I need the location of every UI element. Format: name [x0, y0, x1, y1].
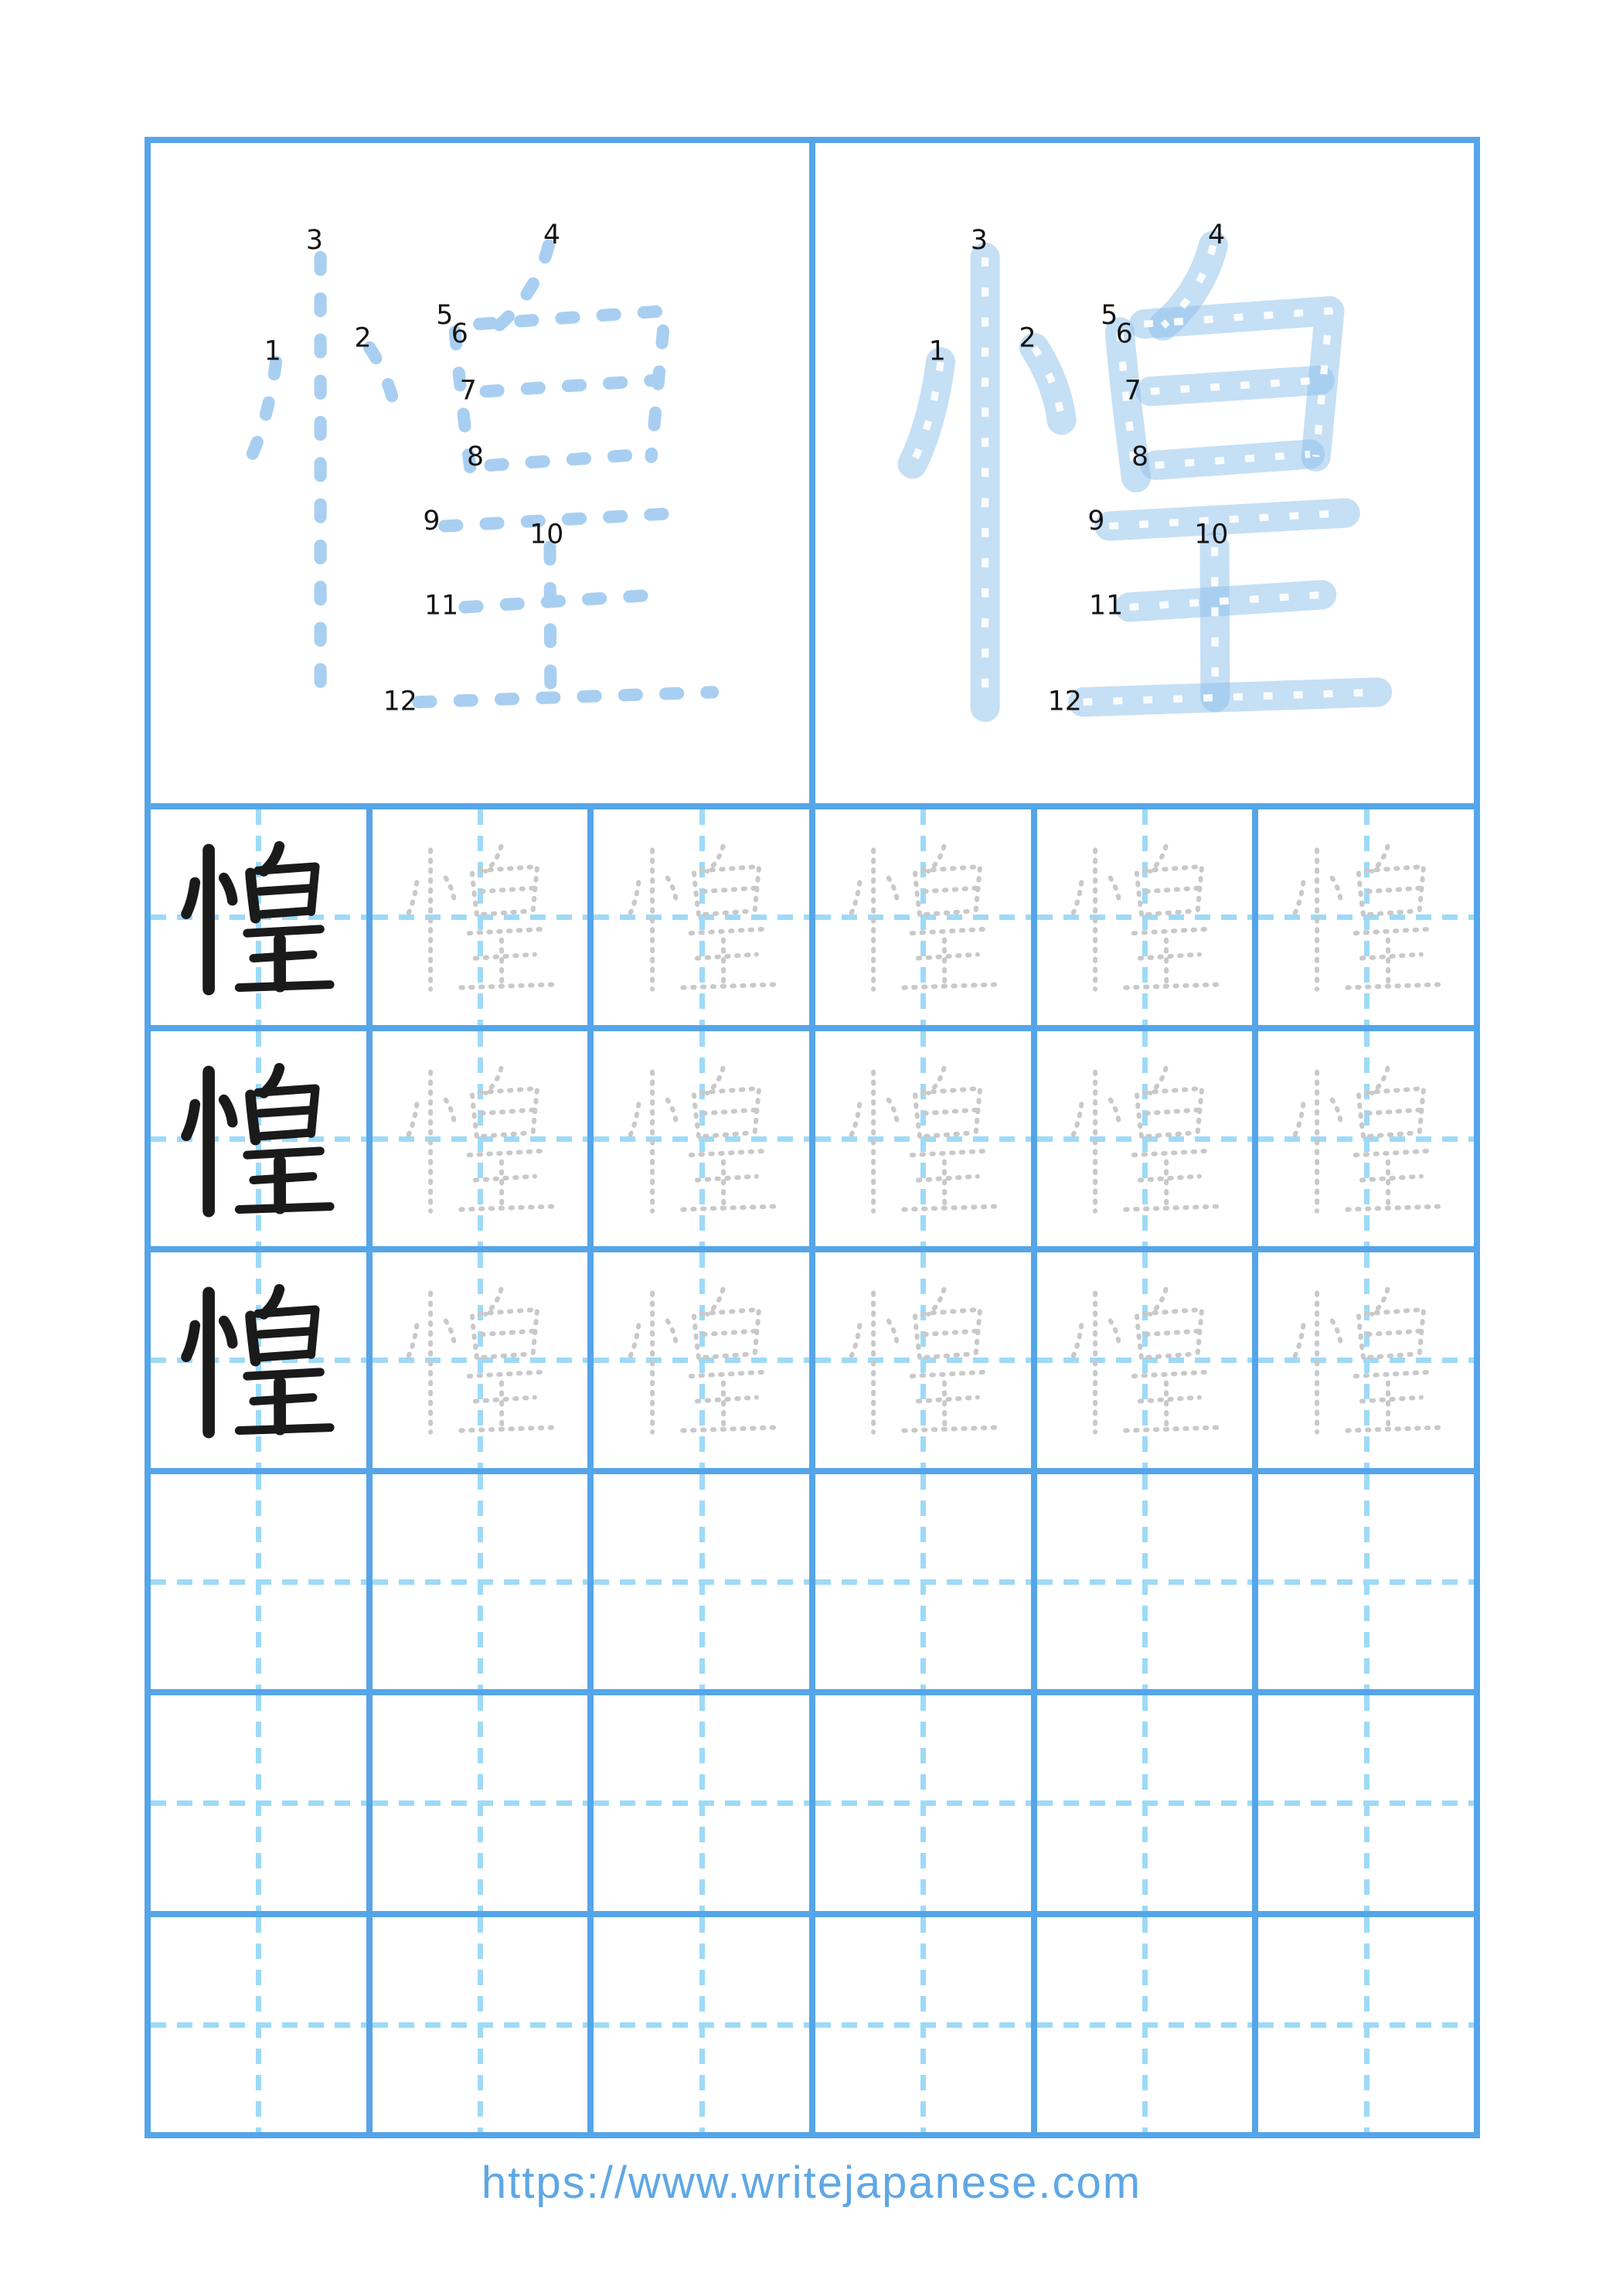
- kanji-stroke-8: [483, 1133, 531, 1136]
- practice-cell-r1-c4: [815, 809, 1031, 1025]
- kanji-stroke-8: [1148, 1133, 1196, 1136]
- kanji-stroke-12: [1125, 1206, 1216, 1209]
- kanji-stroke-11: [697, 955, 757, 959]
- kanji-stroke-8: [491, 454, 646, 465]
- kanji-stroke-7: [925, 888, 978, 891]
- kanji-stroke-7: [1146, 888, 1199, 891]
- kanji-stroke-7: [703, 888, 756, 891]
- kanji-stroke-8: [1155, 454, 1311, 465]
- practice-cell-r5-c5: [1037, 1695, 1253, 1911]
- stroke-order-box-dashed: [151, 143, 809, 803]
- stroke-number-7: 7: [459, 375, 477, 407]
- kanji-trace-glyph: [601, 1259, 803, 1461]
- practice-cell-r1-c2: [373, 809, 588, 1025]
- kanji-stroke-1: [186, 1104, 195, 1136]
- kanji-stroke-9: [247, 929, 321, 933]
- practice-cell-r1-c3: [594, 809, 809, 1025]
- kanji-stroke-12: [240, 985, 331, 988]
- kanji-solid-glyph: [818, 146, 1472, 800]
- kanji-stroke-1: [186, 1326, 195, 1358]
- kanji-stroke-1: [851, 1104, 859, 1136]
- stroke-number-4: 4: [543, 220, 561, 251]
- kanji-stroke-2: [446, 1321, 454, 1344]
- kanji-stroke-9: [1134, 1151, 1207, 1155]
- kanji-stroke-8: [705, 1133, 753, 1136]
- kanji-stroke-2: [667, 1321, 675, 1344]
- kanji-stroke-2: [446, 1099, 454, 1122]
- kanji-stroke-6: [1366, 1088, 1423, 1133]
- kanji-stroke-11: [1140, 955, 1199, 959]
- kanji-stroke-12: [461, 1428, 552, 1431]
- kanji-stroke-7: [1368, 888, 1421, 891]
- kanji-stroke-8: [1148, 1354, 1196, 1358]
- practice-cell-r6-c2: [373, 1917, 588, 2133]
- kanji-stroke-7: [703, 1110, 756, 1113]
- kanji-stroke-1: [1073, 883, 1081, 915]
- kanji-stroke-6: [1145, 867, 1202, 911]
- kanji-stroke-8: [927, 1133, 975, 1136]
- kanji-stroke-12: [904, 1428, 995, 1431]
- kanji-stroke-7: [260, 888, 313, 891]
- cell-guide-vertical: [699, 1474, 705, 1690]
- kanji-stroke-6: [701, 1310, 758, 1354]
- kanji-stroke-8: [927, 911, 975, 915]
- practice-cell-r6-c4: [815, 1917, 1031, 2133]
- practice-cell-r4-c1: [151, 1474, 366, 1690]
- kanji-stroke-5: [915, 1095, 920, 1139]
- kanji-stroke-9: [691, 929, 764, 933]
- kanji-stroke-5: [1359, 1317, 1364, 1361]
- kanji-stroke-9: [247, 1151, 321, 1155]
- kanji-stroke-7: [481, 1331, 534, 1334]
- kanji-trace-glyph: [379, 816, 581, 1018]
- kanji-stroke-9: [1134, 1372, 1207, 1376]
- stroke-number-8: 8: [1131, 441, 1149, 472]
- kanji-stroke-9: [691, 1372, 764, 1376]
- kanji-stroke-7: [703, 1331, 756, 1334]
- cell-guide-vertical: [699, 1695, 705, 1911]
- stroke-number-3: 3: [305, 224, 323, 256]
- kanji-stroke-1: [1073, 1326, 1081, 1358]
- kanji-stroke-2: [224, 1321, 233, 1344]
- kanji-stroke-12: [1347, 1206, 1438, 1209]
- kanji-stroke-9: [247, 1372, 321, 1376]
- kanji-black-glyph: [157, 1037, 359, 1240]
- kanji-stroke-8: [927, 1354, 975, 1358]
- kanji-stroke-6: [1366, 1310, 1423, 1354]
- kanji-stroke-9: [1356, 1151, 1429, 1155]
- stroke-number-10: 10: [1194, 519, 1229, 550]
- kanji-stroke-12: [1125, 1428, 1216, 1431]
- kanji-stroke-12: [1083, 692, 1377, 702]
- kanji-stroke-7: [260, 1331, 313, 1334]
- kanji-stroke-9: [912, 1151, 985, 1155]
- kanji-stroke-11: [918, 1398, 978, 1402]
- kanji-stroke-12: [904, 1206, 995, 1209]
- kanji-stroke-9: [691, 1151, 764, 1155]
- cell-guide-vertical: [478, 1917, 483, 2133]
- kanji-trace-glyph: [822, 816, 1024, 1018]
- kanji-stroke-2: [1332, 1321, 1340, 1344]
- practice-cell-r6-c6: [1258, 1917, 1474, 2133]
- cell-guide-vertical: [1142, 1474, 1148, 1690]
- kanji-stroke-1: [630, 1326, 638, 1358]
- kanji-trace-glyph: [379, 1037, 581, 1240]
- kanji-stroke-9: [469, 1151, 543, 1155]
- practice-cell-r4-c5: [1037, 1474, 1253, 1690]
- kanji-stroke-5: [250, 1095, 256, 1139]
- cell-guide-vertical: [1364, 1917, 1370, 2133]
- cell-guide-vertical: [256, 1917, 261, 2133]
- kanji-stroke-7: [1146, 1331, 1199, 1334]
- practice-cell-r2-c4: [815, 1031, 1031, 1247]
- kanji-stroke-2: [446, 878, 454, 901]
- kanji-trace-glyph: [822, 1037, 1024, 1240]
- practice-cell-r4-c3: [594, 1474, 809, 1690]
- kanji-stroke-5: [694, 1095, 699, 1139]
- practice-cell-r3-c3: [594, 1252, 809, 1468]
- practice-cell-r3-c2: [373, 1252, 588, 1468]
- kanji-stroke-7: [1368, 1331, 1421, 1334]
- kanji-stroke-11: [253, 1398, 313, 1402]
- practice-cell-r3-c6: [1258, 1252, 1474, 1468]
- kanji-stroke-2: [889, 1099, 897, 1122]
- practice-cell-r5-c6: [1258, 1695, 1474, 1911]
- footer-url-link[interactable]: https://www.writejapanese.com: [481, 2158, 1142, 2208]
- kanji-stroke-8: [262, 1133, 310, 1136]
- kanji-stroke-1: [408, 1326, 417, 1358]
- kanji-stroke-11: [475, 955, 535, 959]
- practice-cell-r2-c5: [1037, 1031, 1253, 1247]
- practice-cell-r5-c2: [373, 1695, 588, 1911]
- stroke-number-6: 6: [451, 318, 468, 349]
- stroke-number-9: 9: [423, 505, 441, 537]
- kanji-stroke-9: [912, 1372, 985, 1376]
- kanji-stroke-11: [465, 594, 658, 607]
- kanji-stroke-6: [923, 867, 980, 911]
- cell-guide-vertical: [256, 1695, 261, 1911]
- kanji-stroke-2: [224, 878, 233, 901]
- kanji-stroke-5: [915, 874, 920, 918]
- kanji-stroke-5: [250, 874, 256, 918]
- kanji-stroke-11: [918, 955, 978, 959]
- kanji-stroke-6: [923, 1088, 980, 1133]
- kanji-trace-glyph: [379, 1259, 581, 1461]
- practice-cell-r4-c4: [815, 1474, 1031, 1690]
- kanji-stroke-12: [1347, 1428, 1438, 1431]
- practice-cell-r2-c6: [1258, 1031, 1474, 1247]
- stroke-number-3: 3: [970, 224, 988, 256]
- practice-cell-r4-c2: [373, 1474, 588, 1690]
- kanji-stroke-8: [1370, 1133, 1417, 1136]
- stroke-number-6: 6: [1115, 318, 1133, 349]
- kanji-stroke-7: [925, 1110, 978, 1113]
- kanji-stroke-1: [1295, 883, 1303, 915]
- stroke-number-1: 1: [264, 336, 281, 367]
- kanji-stroke-11: [1140, 1176, 1199, 1180]
- kanji-stroke-12: [461, 985, 552, 988]
- kanji-stroke-11: [1362, 955, 1421, 959]
- kanji-stroke-5: [694, 874, 699, 918]
- practice-cell-r1-c6: [1258, 809, 1474, 1025]
- practice-cell-r6-c3: [594, 1917, 809, 2133]
- stroke-number-11: 11: [1089, 590, 1124, 622]
- kanji-dashed-glyph: [153, 146, 807, 800]
- kanji-stroke-6: [480, 1310, 537, 1354]
- kanji-trace-glyph: [1265, 1259, 1468, 1461]
- kanji-trace-glyph: [1265, 1037, 1468, 1240]
- stroke-order-box-solid: [815, 143, 1474, 803]
- cell-guide-vertical: [256, 1474, 261, 1690]
- kanji-stroke-7: [925, 1331, 978, 1334]
- kanji-stroke-1: [1073, 1104, 1081, 1136]
- kanji-stroke-1: [1295, 1104, 1303, 1136]
- kanji-stroke-6: [701, 1088, 758, 1133]
- kanji-trace-glyph: [822, 1259, 1024, 1461]
- kanji-stroke-7: [260, 1110, 313, 1113]
- kanji-trace-glyph: [1265, 816, 1468, 1018]
- kanji-stroke-11: [475, 1176, 535, 1180]
- kanji-stroke-12: [682, 1206, 774, 1209]
- kanji-stroke-9: [912, 929, 985, 933]
- kanji-stroke-5: [472, 1095, 478, 1139]
- kanji-stroke-2: [1332, 878, 1340, 901]
- kanji-stroke-8: [1148, 911, 1196, 915]
- stroke-number-9: 9: [1087, 505, 1105, 537]
- kanji-stroke-7: [481, 1110, 534, 1113]
- kanji-stroke-6: [1145, 1310, 1202, 1354]
- kanji-stroke-10: [550, 547, 551, 698]
- kanji-stroke-11: [475, 1398, 535, 1402]
- kanji-stroke-2: [889, 1321, 897, 1344]
- practice-cell-r4-c6: [1258, 1474, 1474, 1690]
- kanji-stroke-12: [240, 1206, 331, 1209]
- kanji-stroke-8: [1370, 1354, 1417, 1358]
- kanji-stroke-2: [1111, 1099, 1119, 1122]
- practice-cell-r6-c1: [151, 1917, 366, 2133]
- kanji-stroke-5: [1359, 1095, 1364, 1139]
- kanji-stroke-2: [1111, 1321, 1119, 1344]
- kanji-stroke-5: [1137, 874, 1142, 918]
- kanji-stroke-11: [697, 1176, 757, 1180]
- cell-guide-vertical: [920, 1474, 926, 1690]
- cell-guide-vertical: [1142, 1695, 1148, 1911]
- kanji-trace-glyph: [1043, 1259, 1246, 1461]
- stroke-number-8: 8: [467, 441, 485, 472]
- kanji-stroke-7: [1368, 1110, 1421, 1113]
- kanji-stroke-2: [667, 1099, 675, 1122]
- practice-cell-r5-c4: [815, 1695, 1031, 1911]
- stroke-number-7: 7: [1124, 375, 1142, 407]
- kanji-stroke-12: [682, 1428, 774, 1431]
- stroke-number-2: 2: [1019, 322, 1036, 354]
- cell-guide-vertical: [1364, 1695, 1370, 1911]
- kanji-stroke-9: [1356, 1372, 1429, 1376]
- kanji-stroke-1: [851, 883, 859, 915]
- practice-cell-r3-c4: [815, 1252, 1031, 1468]
- cell-guide-vertical: [1364, 1474, 1370, 1690]
- practice-cell-r3-c1: [151, 1252, 366, 1468]
- worksheet-sheet: [145, 137, 1480, 2138]
- kanji-stroke-5: [1137, 1317, 1142, 1361]
- kanji-stroke-8: [483, 1354, 531, 1358]
- kanji-stroke-12: [1125, 985, 1216, 988]
- kanji-stroke-1: [408, 883, 417, 915]
- kanji-stroke-11: [1140, 1398, 1199, 1402]
- practice-cell-r5-c3: [594, 1695, 809, 1911]
- kanji-stroke-9: [469, 929, 543, 933]
- kanji-stroke-11: [253, 955, 313, 959]
- kanji-stroke-8: [705, 1354, 753, 1358]
- stroke-number-1: 1: [928, 336, 946, 367]
- kanji-stroke-12: [461, 1206, 552, 1209]
- kanji-stroke-12: [1347, 985, 1438, 988]
- kanji-stroke-6: [701, 867, 758, 911]
- kanji-stroke-7: [486, 380, 655, 391]
- kanji-stroke-12: [682, 985, 774, 988]
- kanji-stroke-12: [418, 692, 713, 702]
- kanji-stroke-1: [630, 883, 638, 915]
- kanji-stroke-5: [694, 1317, 699, 1361]
- practice-cell-r1-c1: [151, 809, 366, 1025]
- kanji-stroke-6: [923, 1310, 980, 1354]
- kanji-stroke-8: [262, 1354, 310, 1358]
- kanji-stroke-11: [1362, 1176, 1421, 1180]
- kanji-stroke-8: [705, 911, 753, 915]
- stroke-number-5: 5: [1101, 300, 1118, 332]
- kanji-stroke-2: [889, 878, 897, 901]
- practice-cell-r1-c5: [1037, 809, 1253, 1025]
- kanji-stroke-8: [1370, 911, 1417, 915]
- kanji-stroke-11: [1362, 1398, 1421, 1402]
- kanji-stroke-1: [1295, 1326, 1303, 1358]
- kanji-stroke-1: [408, 1104, 417, 1136]
- kanji-stroke-5: [472, 1317, 478, 1361]
- kanji-stroke-6: [1366, 867, 1423, 911]
- practice-cell-r2-c2: [373, 1031, 588, 1247]
- stroke-number-2: 2: [354, 322, 372, 354]
- kanji-stroke-1: [630, 1104, 638, 1136]
- footer: [0, 2148, 1623, 2219]
- kanji-stroke-12: [240, 1428, 331, 1431]
- stroke-number-11: 11: [424, 590, 459, 622]
- kanji-stroke-5: [472, 874, 478, 918]
- kanji-stroke-8: [483, 911, 531, 915]
- stroke-number-10: 10: [529, 519, 564, 550]
- stroke-number-4: 4: [1208, 220, 1226, 251]
- kanji-black-glyph: [157, 816, 359, 1018]
- kanji-stroke-1: [186, 883, 195, 915]
- kanji-stroke-6: [480, 1088, 537, 1133]
- kanji-stroke-2: [369, 348, 397, 421]
- kanji-stroke-12: [904, 985, 995, 988]
- kanji-stroke-1: [248, 362, 276, 464]
- kanji-stroke-9: [1134, 929, 1207, 933]
- kanji-stroke-11: [697, 1398, 757, 1402]
- practice-cell-r2-c3: [594, 1031, 809, 1247]
- cell-guide-vertical: [478, 1695, 483, 1911]
- kanji-trace-glyph: [1043, 816, 1246, 1018]
- kanji-stroke-5: [1137, 1095, 1142, 1139]
- stroke-number-12: 12: [383, 686, 417, 717]
- cell-guide-vertical: [1142, 1917, 1148, 2133]
- kanji-stroke-11: [253, 1176, 313, 1180]
- practice-cell-r5-c1: [151, 1695, 366, 1911]
- practice-cell-r6-c5: [1037, 1917, 1253, 2133]
- kanji-stroke-11: [918, 1176, 978, 1180]
- kanji-black-glyph: [157, 1259, 359, 1461]
- kanji-stroke-7: [1151, 380, 1320, 391]
- kanji-stroke-5: [1359, 874, 1364, 918]
- kanji-stroke-8: [262, 911, 310, 915]
- stroke-number-12: 12: [1047, 686, 1082, 717]
- kanji-trace-glyph: [1043, 1037, 1246, 1240]
- kanji-stroke-9: [469, 1372, 543, 1376]
- cell-guide-vertical: [478, 1474, 483, 1690]
- kanji-stroke-2: [1111, 878, 1119, 901]
- kanji-stroke-9: [1356, 929, 1429, 933]
- cell-guide-vertical: [920, 1917, 926, 2133]
- stroke-number-5: 5: [436, 300, 454, 332]
- kanji-stroke-1: [851, 1326, 859, 1358]
- kanji-stroke-5: [915, 1317, 920, 1361]
- kanji-stroke-2: [667, 878, 675, 901]
- kanji-stroke-7: [481, 888, 534, 891]
- kanji-stroke-2: [1332, 1099, 1340, 1122]
- kanji-stroke-5: [250, 1317, 256, 1361]
- practice-cell-r2-c1: [151, 1031, 366, 1247]
- kanji-stroke-6: [480, 867, 537, 911]
- kanji-trace-glyph: [601, 816, 803, 1018]
- kanji-stroke-4: [498, 246, 549, 326]
- practice-cell-r3-c5: [1037, 1252, 1253, 1468]
- kanji-stroke-7: [1146, 1110, 1199, 1113]
- kanji-stroke-6: [1145, 1088, 1202, 1133]
- cell-guide-vertical: [699, 1917, 705, 2133]
- kanji-stroke-2: [224, 1099, 233, 1122]
- cell-guide-vertical: [920, 1695, 926, 1911]
- kanji-trace-glyph: [601, 1037, 803, 1240]
